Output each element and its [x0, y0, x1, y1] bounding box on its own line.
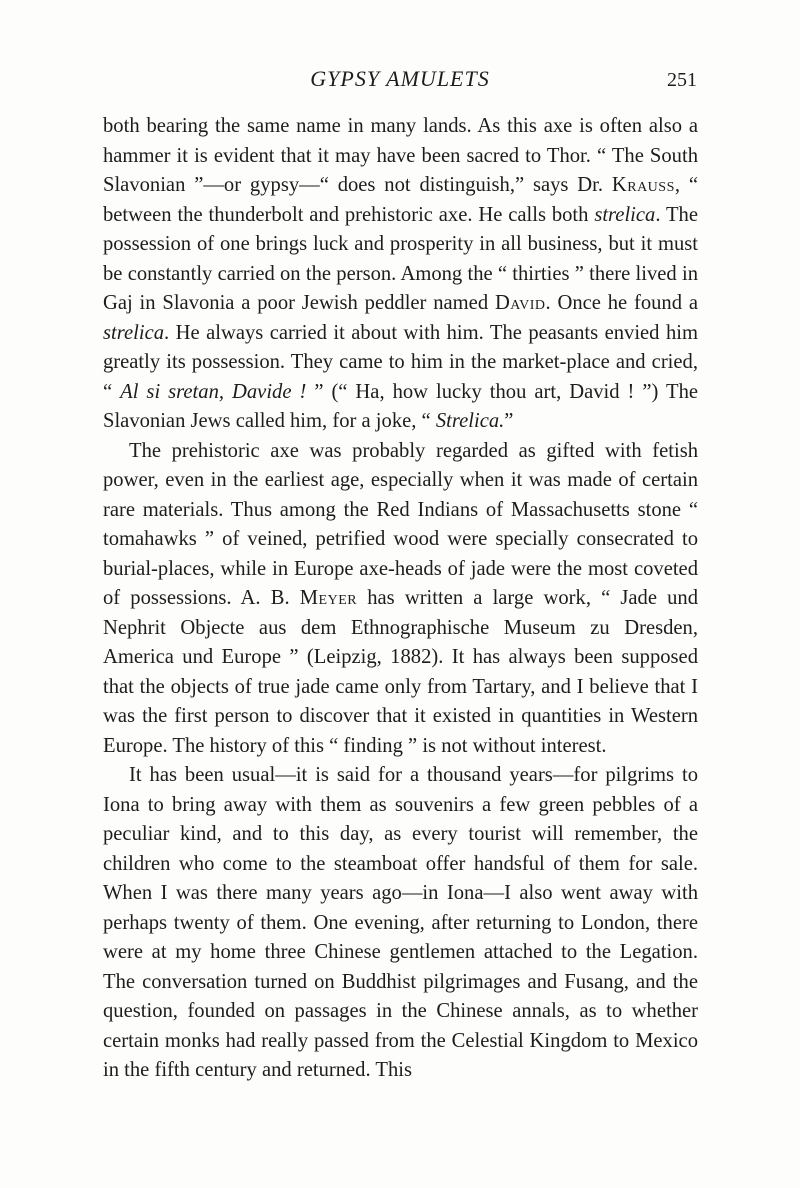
text-run: , “ between the thunderbolt and prehistoric axe. He calls both — [103, 174, 699, 226]
paragraph — [103, 112, 698, 437]
text-run: . The possession of one brings luck and prosperity in all business, but it must be constantly carried on the person. Among the “ thirties ” there lived in Gaj in Slavonia a poor Jewish peddler named — [103, 203, 698, 314]
text-run: both bearing the same name in many lands. As this axe is often also a hammer it is evident that it may have been sacred to Thor. “ The South Slavonian ”—or gypsy—“ does not distinguish,” says Dr. — [103, 115, 698, 196]
paragraph — [103, 437, 698, 762]
italic-text: strelica — [594, 203, 656, 226]
italic-text: Strelica. — [435, 410, 505, 432]
italic-text: strelica — [103, 321, 165, 344]
body-text — [103, 112, 698, 1086]
text-run: ” — [504, 410, 514, 432]
small-caps-name: Meyer — [299, 587, 358, 609]
small-caps-name: David — [494, 292, 546, 314]
paragraph — [103, 761, 698, 1086]
running-title: GYPSY AMULETS — [310, 66, 490, 91]
page-header — [0, 66, 800, 96]
text-run: It has been usual—it is said for a thousand years—for pilgrims to Iona to bring away with them as souvenirs a few green pebbles of a peculiar kind, and to this day, as every tourist will remember, the children who come to the steamboat offer handsful of them for sale. When I was there many years ago—in Iona—I also went away with perhaps twenty of them. One evening, after returning to London, there were at my home three Chinese gentlemen attached to the Legation. The conversation turned on Buddhist pilgrimages and Fusang, and the question, founded on passages in the Chinese annals, as to whether certain monks had really passed from the Celestial Kingdom to Mexico in the fifth century and returned. This — [103, 764, 698, 1081]
text-run: . He always carried it about with him. The peasants envied him greatly its possession. They came to him in the market-place and cried, “ — [103, 321, 698, 403]
small-caps-name: Krauss — [611, 174, 675, 196]
text-run: The prehistoric axe was probably regarded as gifted with fetish power, even in the earliest age, especially when it was made of certain rare materials. Thus among the Red Indians of Massachusetts stone “ tomahawks ” of veined, petrified wood were specially consecrated to burial-places, while in Europe axe-heads of jade were the most coveted of possessions. A. B. — [103, 439, 698, 609]
text-run: . Once he found a — [545, 292, 698, 314]
text-run: ” (“ Ha, how lucky thou art, David ! ”) The Slavonian Jews called him, for a joke, “ — [103, 380, 699, 432]
page-number: 251 — [667, 69, 697, 91]
text-run: has written a large work, “ Jade und Nephrit Objecte aus dem Ethnographische Museum zu Dresden, America und Europe ” (Leipzig, 1882). It has always been supposed that the objects of true jade came only from Tartary, and I believe that I was the first person to discover that it existed in quantities in Western Europe. The history of this “ finding ” is not without interest. — [103, 587, 698, 757]
italic-text: Al si sretan, Davide ! — [120, 380, 307, 403]
